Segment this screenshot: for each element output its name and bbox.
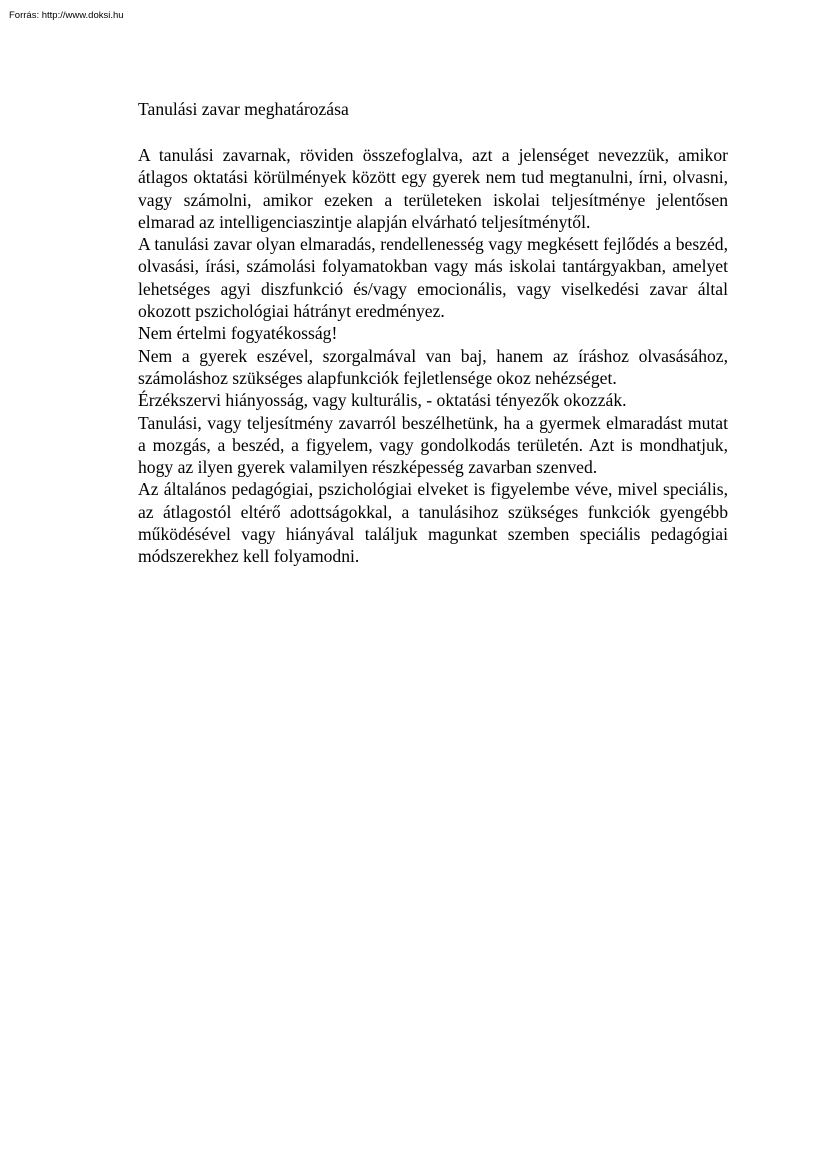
document-page	[138, 97, 737, 568]
paragraph-performance-disorder: Tanulási, vagy teljesítmény zavarról beszélhetünk, ha a gyermek elmaradást mutat a mozgás, a beszéd, a figyelem, vagy gondolkodás területén. Azt is mondhatjuk, hogy az ilyen gyerek valamilyen részképesség zavarban szenved.	[138, 412, 733, 478]
paragraph-not-disability: Nem értelmi fogyatékosság!	[138, 323, 338, 344]
source-label: Forrás: http://www.doksi.hu	[9, 10, 124, 21]
document-body	[138, 144, 737, 568]
document-title: Tanulási zavar meghatározása	[138, 99, 349, 119]
paragraph-causes: Érzékszervi hiányosság, vagy kulturális, - oktatási tényezők okozzák.	[138, 390, 627, 411]
paragraph-basic-functions: Nem a gyerek eszével, szorgalmával van baj, hanem az íráshoz olvasásához, számoláshoz szükséges alapfunkciók fejletlensége okoz nehézséget.	[138, 345, 733, 388]
paragraph-special-pedagogy: Az általános pedagógiai, pszichológiai elveket is figyelembe véve, mivel speciális, az átlagostól eltérő adottságokkal, a tanulásihoz szükséges funkciók gyengébb működésével vagy hiányával találjuk magunkat szemben speciális pedagógiai módszerekhez kell folyamodni.	[138, 479, 737, 567]
paragraph-definition: A tanulási zavarnak, röviden összefoglalva, azt a jelenséget nevezzük, amikor átlagos oktatási körülmények között egy gyerek nem tud megtanulni, írni, olvasni, vagy számolni, amikor ezeken a területeken iskolai teljesítménye jelentősen elmarad az intelligenciaszintje alapján elvárható teljesítménytől.	[138, 145, 733, 232]
paragraph-delay-description: A tanulási zavar olyan elmaradás, rendellenesség vagy megkésett fejlődés a beszéd, olvasási, írási, számolási folyamatokban vagy más iskolai tantárgyakban, amelyet lehetséges agyi diszfunkció és/vagy emocionális, vagy viselkedési zavar által okozott pszichológiai hátrányt eredményez.	[138, 234, 733, 322]
